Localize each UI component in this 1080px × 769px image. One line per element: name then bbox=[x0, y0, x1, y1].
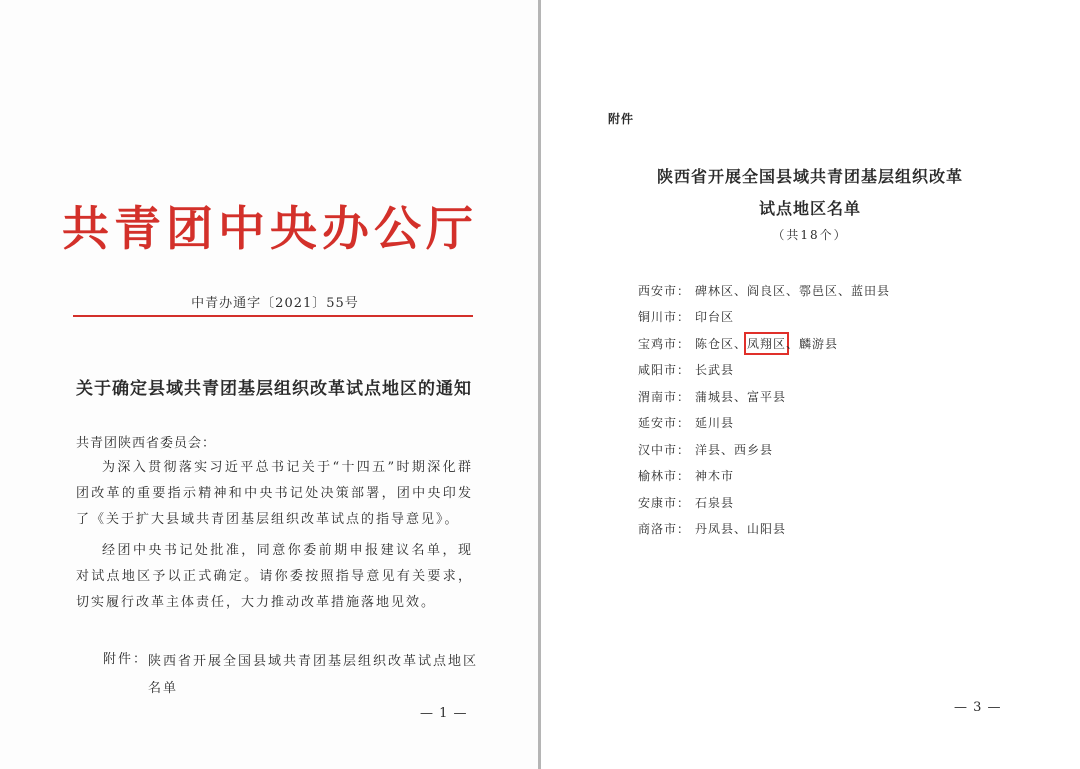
county-list: 神木市 bbox=[695, 469, 735, 484]
count-note: （共18个） bbox=[772, 228, 848, 242]
document-title: 关于确定县域共青团基层组织改革试点地区的通知 bbox=[76, 379, 472, 399]
attachment-text: 陕西省开展全国县域共青团基层组织改革试点地区名单 bbox=[148, 654, 479, 696]
page-number-right: — 3 — bbox=[954, 700, 1002, 715]
city-label: 延安市： bbox=[638, 416, 691, 431]
list-item bbox=[638, 463, 938, 490]
city-label: 铜川市： bbox=[638, 310, 691, 325]
list-item bbox=[638, 489, 938, 516]
city-label: 咸阳市： bbox=[638, 363, 691, 378]
city-label: 安康市： bbox=[638, 495, 691, 510]
county-list: 延川县 bbox=[695, 416, 735, 431]
county-list: 碑林区、阎良区、鄠邑区、蓝田县 bbox=[695, 283, 891, 298]
county-list: 石泉县 bbox=[695, 495, 735, 510]
document-number: 中青办通字〔2021〕55号 bbox=[191, 296, 359, 311]
county-list-before: 陈仓区、 bbox=[695, 336, 748, 351]
county-list: 洋县、西乡县 bbox=[695, 442, 774, 457]
page-number-left: — 1 — bbox=[420, 706, 468, 721]
body-paragraph-1: 为深入贯彻落实习近平总书记关于“十四五”时期深化群团改革的重要指示精神和中央书记处决策部署，团中央印发了《关于扩大县域共青团基层组织改革试点的指导意见》。 bbox=[76, 460, 473, 527]
pilot-area-list bbox=[638, 277, 938, 542]
masthead: 共青团中央办公厅 bbox=[62, 202, 478, 257]
county-list: 印台区 bbox=[695, 310, 735, 325]
list-item bbox=[638, 304, 938, 331]
red-divider bbox=[73, 315, 473, 317]
list-item bbox=[638, 516, 938, 543]
city-label: 商洛市： bbox=[638, 522, 691, 537]
city-label: 西安市： bbox=[638, 283, 691, 298]
list-item bbox=[638, 330, 938, 357]
attachment-label: 附件： bbox=[103, 652, 149, 667]
list-item bbox=[638, 436, 938, 463]
list-title-line-1: 陕西省开展全国县域共青团基层组织改革 bbox=[656, 167, 963, 186]
list-item bbox=[638, 410, 938, 437]
county-list: 长武县 bbox=[695, 363, 735, 378]
city-label: 宝鸡市： bbox=[638, 336, 691, 351]
county-list: 丹凤县、山阳县 bbox=[695, 522, 787, 537]
salutation: 共青团陕西省委员会： bbox=[76, 436, 217, 451]
list-item bbox=[638, 357, 938, 384]
list-title-line-2: 试点地区名单 bbox=[758, 199, 861, 218]
body-paragraph-2: 经团中央书记处批准，同意你委前期申报建议名单，现对试点地区予以正式确定。请你委按照指导意见有关要求，切实履行改革主体责任，大力推动改革措施落地见效。 bbox=[76, 543, 473, 610]
county-list: 蒲城县、富平县 bbox=[695, 389, 787, 404]
city-label: 渭南市： bbox=[638, 389, 691, 404]
city-label: 汉中市： bbox=[638, 442, 691, 457]
list-item bbox=[638, 383, 938, 410]
list-item bbox=[638, 277, 938, 304]
highlighted-county: 凤翔区 bbox=[747, 336, 787, 351]
city-label: 榆林市： bbox=[638, 469, 691, 484]
attachment-header: 附件 bbox=[608, 112, 635, 126]
county-list-after: 、麟游县 bbox=[786, 336, 839, 351]
